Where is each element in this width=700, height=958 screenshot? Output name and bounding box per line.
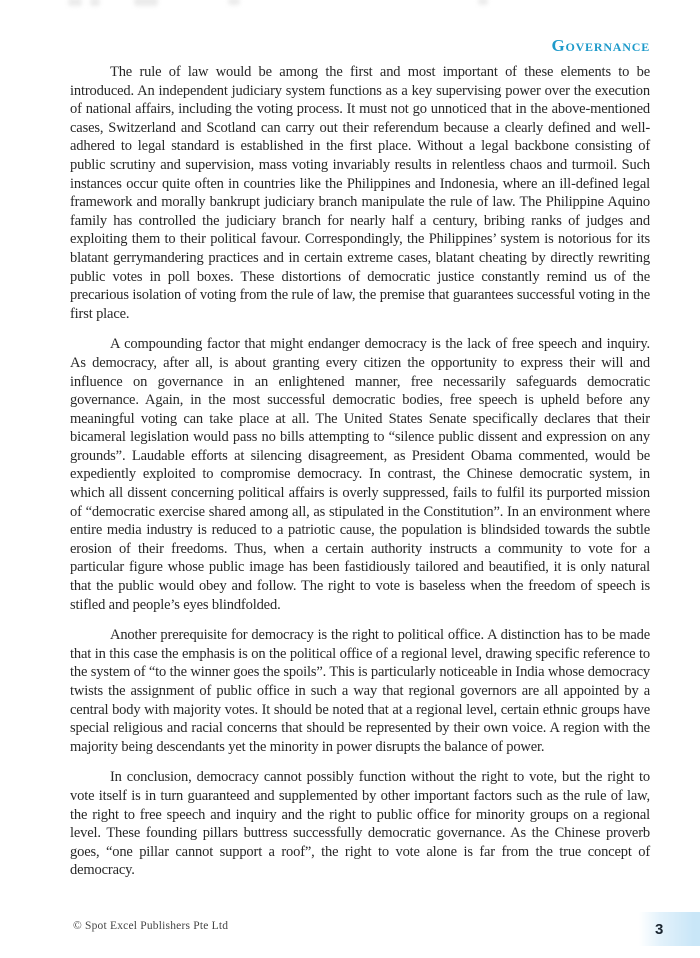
copyright-notice: © Spot Excel Publishers Pte Ltd — [73, 920, 229, 932]
section-header: Governance — [551, 36, 650, 55]
paragraph-conclusion: In conclusion, democracy cannot possibly function without the right to vote, but the right to vote itself is in turn guaranteed and supplemented by other important factors such as the rule of law, the right to free speech and inquiry and the right to public office for minority groups on a regional level. These founding pillars buttress successfully democratic governance. As the Chinese proverb goes, “one pillar cannot support a roof”, the right to vote alone is far from the true concept of democracy. — [70, 769, 650, 879]
article-body — [70, 63, 650, 892]
scan-artifact — [90, 0, 100, 6]
scan-artifact — [228, 0, 240, 5]
paragraph-rule-of-law: The rule of law would be among the first and most important of these elements to be introduced. An independent judiciary system functions as a key supervising power over the execution of national affairs, including the voting process. It must not go unnoticed that in the above-mentioned cases, Switzerland and Scotland can carry out their referendum because a clearly defined and well-adhered to legal standard is established in the first place. Without a legal backbone consisting of public scrutiny and supervision, mass voting invariably results in relentless chaos and turmoil. Such instances occur quite often in countries like the Philippines and Indonesia, where an ill-defined legal framework and morally bankrupt judiciary branch manipulate the rule of law. The Philippine Aquino family has controlled the judiciary branch for nearly half a century, bribing ranks of judges and exploiting them to their political favour. Correspondingly, the Philippines’ system is notorious for its blatant gerrymandering practices and in certain extreme cases, blatant cheating by directly rewriting public votes in poll boxes. These distortions of democratic justice constantly remind us of the precarious isolation of voting from the rule of law, the premise that guarantees successful voting in the first place. — [70, 64, 650, 322]
paragraph-political-office: Another prerequisite for democracy is the right to political office. A distinction has to be made that in this case the emphasis is on the political office of a regional level, drawing specific reference to the system of “to the winner goes the spoils”. This is particularly noticeable in India whose democracy twists the assignment of public office in such a way that regional governors are all appointed by a central body with majority votes. It should be noted that at a regional level, certain ethnic groups have special religious and racial concerns that should be represented by their own voice. A region with the majority being descendants yet the minority in power disrupts the balance of power. — [70, 627, 650, 755]
scan-artifact — [478, 0, 488, 5]
scan-artifact — [134, 0, 158, 6]
page-number-box — [639, 912, 700, 946]
paragraph-free-speech: A compounding factor that might endanger democracy is the lack of free speech and inquiry. As democracy, after all, is about granting every citizen the opportunity to express their will and influence on governance in an enlightened manner, free necessarily safeguards democratic governance. Again, in the most successful democratic bodies, free speech is upheld before any meaningful voting can take place at all. The United States Senate specifically declares that their bicameral legislation would pass no bills attempting to “silence public dissent and expression on any grounds”. Laudable efforts at silencing disagreement, as President Obama commented, would be expediently exploited to compromise democracy. In contrast, the Chinese democratic system, in which all dissent concerning political affairs is overly suppressed, fails to fulfil its purported mission of “democratic exercise shared among all, as stipulated in the Constitution”. In an environment where entire media industry is reduced to a patriotic cause, the population is blindsided towards the subtle erosion of their freedoms. Thus, when a certain authority instructs a community to vote for a particular figure whose public image has been fastidiously tailored and beautified, it is only natural that the public would obey and follow. The right to vote is baseless when the freedom of speech is stifled and people’s eyes blindfolded. — [70, 336, 650, 613]
page-number: 3 — [655, 920, 664, 938]
scan-artifact — [68, 0, 82, 6]
